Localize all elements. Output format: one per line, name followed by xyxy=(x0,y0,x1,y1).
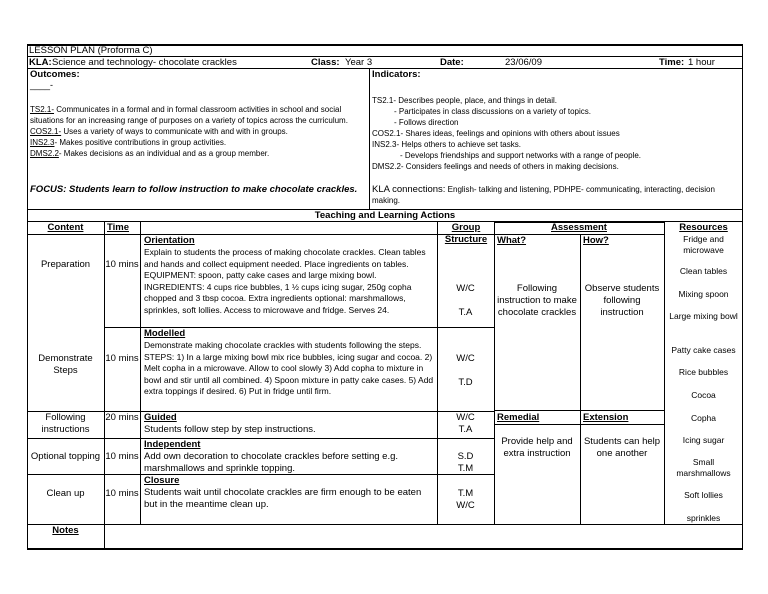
row-time: 20 mins xyxy=(105,412,139,423)
row-description: Students follow step by step instructions. xyxy=(144,424,316,435)
row-description: Demonstrate making chocolate crackles with students following the steps. STEPS: 1) In a large mixing bowl mix rice bubbles, icing sugar and cocoa. 2) Melt copha in a microwave. Allow to cool slowly 3) Add copha to mixture in bowl and stir until all combined. 4) Spoon mixture in patty cake cases. 5) Add extra toppings if desired. 6) Put in fridge until firm. xyxy=(144,340,434,396)
outcome-item xyxy=(30,148,365,159)
date-label: Date: xyxy=(440,57,464,68)
notes-label: Notes xyxy=(52,525,79,536)
column-header-resources: Resources xyxy=(679,222,728,233)
row-description: Students wait until chocolate crackles are firm enough to be eaten but in the meantime clean up. xyxy=(144,487,422,510)
kla-connections-label: KLA connections: xyxy=(372,184,446,195)
row-group: W/C xyxy=(456,353,475,364)
row-heading: Modelled xyxy=(144,328,186,339)
resource-item: Icing sugar xyxy=(682,435,725,445)
rule xyxy=(27,524,743,525)
column-header-content: Content xyxy=(47,222,84,233)
row-time: 10 mins xyxy=(105,488,139,499)
indicator-line: DMS2.2- Considers feelings and needs of others in making decisions. xyxy=(372,162,619,171)
outcome-text: - Makes positive contributions in group activities. xyxy=(54,138,227,147)
outcomes-heading: Outcomes: xyxy=(30,69,80,80)
resource-item: Soft lollies xyxy=(684,490,723,500)
indicator-line: - Follows direction xyxy=(394,118,459,127)
indicators-heading: Indicators: xyxy=(372,69,421,80)
resource-item: Patty cake cases xyxy=(671,345,736,355)
row-time: 10 mins xyxy=(105,353,139,364)
row-group: T.A xyxy=(458,307,473,318)
rule xyxy=(27,438,494,439)
table-border-right xyxy=(742,44,743,549)
kla-value: Science and technology- chocolate crackles xyxy=(52,57,237,68)
rule xyxy=(494,424,664,425)
resource-item: Mixing spoon xyxy=(678,289,729,299)
column-header-group: Group Structure xyxy=(444,222,488,245)
column-header-assessment: Assessment xyxy=(551,222,607,233)
outcome-text: - Makes decisions as an individual and as a group member. xyxy=(58,149,270,158)
row-group: W/C xyxy=(456,283,475,294)
rule xyxy=(437,221,438,524)
assessment-what-text: Following instruction to make chocolate crackles xyxy=(497,283,577,318)
row-group: T.M xyxy=(457,463,474,474)
indicator-line: COS2.1- Shares ideas, feelings and opinions with others about issues xyxy=(372,129,620,138)
rule xyxy=(369,68,370,209)
extension-text: Students can help one another xyxy=(583,436,661,459)
outcome-code: TS2.1- xyxy=(30,105,55,114)
remedial-label: Remedial xyxy=(497,412,540,423)
outcome-text: Uses a variety of ways to communicate with and with in groups. xyxy=(61,127,288,136)
row-content: Preparation xyxy=(40,259,91,270)
resource-item: Copha xyxy=(690,413,717,423)
outcome-item xyxy=(30,137,365,148)
row-content: Clean up xyxy=(46,488,85,499)
extension-label: Extension xyxy=(583,412,629,423)
resource-item: sprinkles xyxy=(686,513,721,523)
row-heading: Orientation xyxy=(144,235,195,246)
outcome-code: INS2.3 xyxy=(30,138,55,147)
indicator-line: - Develops friendships and support networks with a range of people. xyxy=(400,151,642,160)
time-label: Time: xyxy=(659,57,685,68)
row-content: Optional topping xyxy=(30,451,101,462)
resource-item: Cocoa xyxy=(691,390,716,400)
row-description: Explain to students the process of making chocolate crackles. Clean tables and hands and collect equipment needed. Place ingredients on tables. EQUIPMENT: spoon, patty cake cases and large mixing bowl. INGREDIENTS: 4 cups rice bubbles, 1 ½ cups icing sugar, 250g copha chopped and 3 tbsp cocoa. Extra ingredients optional: marshmallows, sprinkles, soft lollies. Access to microwave and fridge. Serves 24. xyxy=(144,247,426,315)
row-group: W/C xyxy=(456,500,475,511)
lesson-plan-title: LESSON PLAN (Proforma C) xyxy=(29,45,153,56)
table-border-bottom xyxy=(27,548,743,550)
row-group: T.A xyxy=(458,424,473,435)
row-description: Add own decoration to chocolate crackles before setting e.g. marshmallows and sprinkle topping. xyxy=(144,451,399,474)
resource-item: Fridge and microwave xyxy=(683,234,724,255)
date-value: 23/06/09 xyxy=(505,57,542,68)
indicator-line: - Participates in class discussions on a variety of topics. xyxy=(394,107,591,116)
row-content: Following instructions xyxy=(41,412,90,435)
focus-statement: FOCUS: Students learn to follow instruction to make chocolate crackles. xyxy=(30,184,358,195)
row-content: Demonstrate Steps xyxy=(38,353,93,376)
indicator-line: TS2.1- Describes people, place, and things in detail. xyxy=(372,96,557,105)
outcome-code: COS2.1- xyxy=(30,127,62,136)
outcome-item xyxy=(30,104,365,126)
kla-label: KLA: xyxy=(29,57,52,68)
indicators-list xyxy=(372,95,740,172)
resource-item: Rice bubbles xyxy=(678,367,729,377)
rule xyxy=(494,221,495,524)
rule xyxy=(27,234,664,235)
row-heading: Independent xyxy=(144,439,201,450)
rule xyxy=(580,234,581,524)
row-time: 10 mins xyxy=(105,451,139,462)
outcome-text: Communicates in a formal and in formal classroom activities in school and social situations for an increasing range of purposes on a variety of topics across the curriculum. xyxy=(30,105,348,125)
row-heading: Closure xyxy=(144,475,180,486)
rule xyxy=(494,410,664,411)
resource-item: Small marshmallows xyxy=(676,457,731,478)
class-value: Year 3 xyxy=(345,57,373,68)
row-time: 10 mins xyxy=(105,259,139,270)
column-header-how: How? xyxy=(583,235,609,246)
class-label: Class: xyxy=(311,57,340,68)
row-group: T.M xyxy=(457,488,474,499)
actions-heading: Teaching and Learning Actions xyxy=(314,210,456,221)
rule xyxy=(140,221,141,524)
outcome-code: DMS2.2 xyxy=(30,149,59,158)
outcome-item xyxy=(30,126,365,137)
assessment-how-text: Observe students following instruction xyxy=(584,283,660,318)
time-value: 1 hour xyxy=(688,57,715,68)
row-group: S.D xyxy=(457,451,474,462)
indicator-line: INS2.3- Helps others to achieve set tasks. xyxy=(372,140,521,149)
column-header-time: Time xyxy=(107,222,130,233)
row-group: T.D xyxy=(458,377,473,388)
row-heading: Guided xyxy=(144,412,177,423)
kla-connections-text: English- talking and listening, PDHPE- communicating, interacting, decision making. xyxy=(372,185,715,205)
resource-item: Large mixing bowl xyxy=(669,311,738,321)
column-header-what: What? xyxy=(497,235,527,246)
row-group: W/C xyxy=(456,412,475,423)
kla-connections xyxy=(372,184,740,206)
remedial-text: Provide help and extra instruction xyxy=(501,436,573,459)
resource-item: Clean tables xyxy=(679,266,728,276)
outcomes-blank: ____- xyxy=(30,80,54,90)
outcomes-list xyxy=(30,104,365,159)
table-border-left xyxy=(27,44,28,549)
